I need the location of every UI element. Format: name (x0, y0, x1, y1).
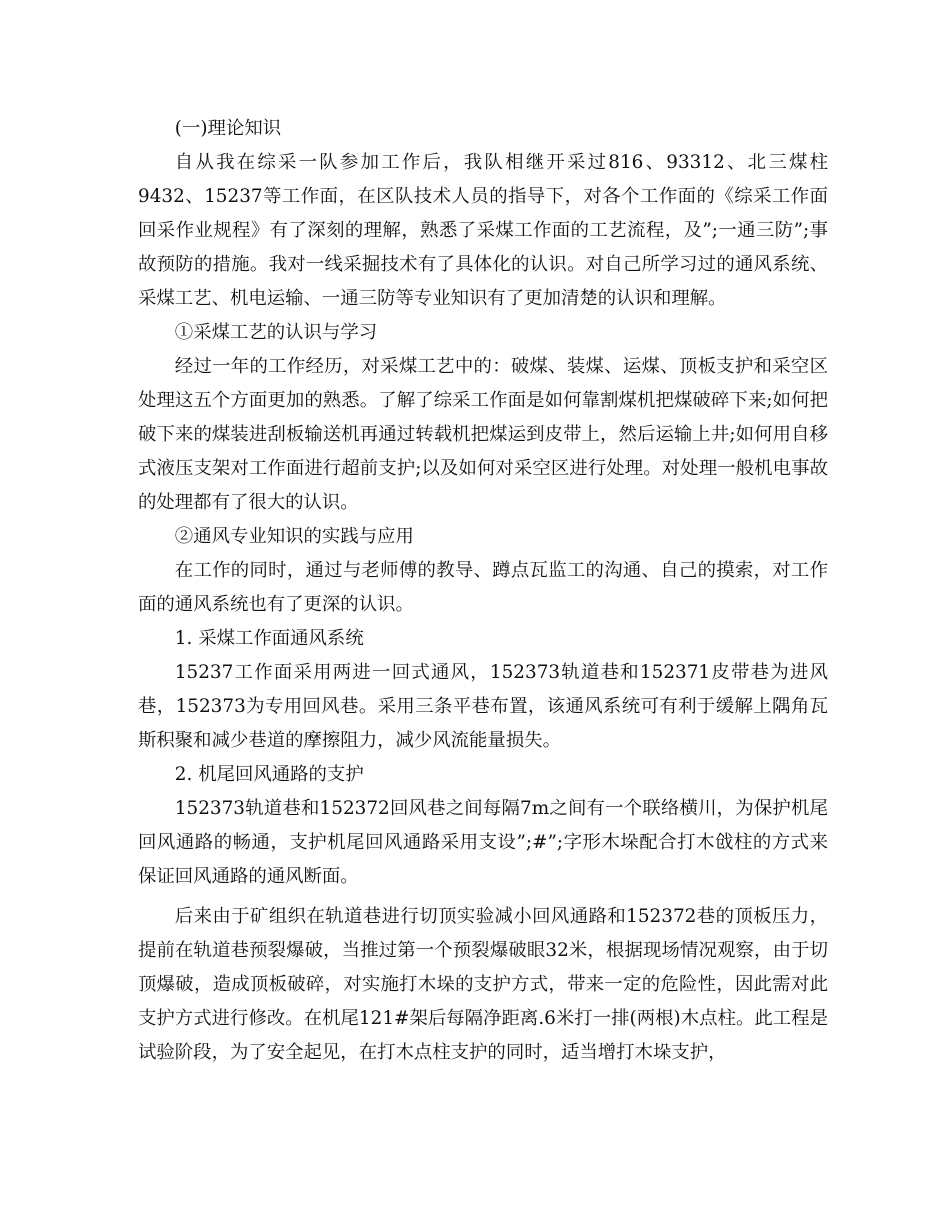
paragraph-ventilation-system: 15237工作面采用两进一回式通风，152373轨道巷和152371皮带巷为进风巷，152373为专用回风巷。采用三条平巷布置，该通风系统可有利于缓解上隅角瓦斯积聚和减少巷道的摩擦阻力，减少风流能量损失。 (138, 662, 828, 751)
paragraph-tail-support: 152373轨道巷和152372回风巷之间每隔7m之间有一个联络横川，为保护机尾回风通路的畅通，支护机尾回风通路采用支设”;#”;字形木垛配合打木戗柱的方式来保证回风通路的通风断面。 (138, 798, 828, 887)
paragraph-roof-cutting: 后来由于矿组织在轨道巷进行切顶实验减小回风通路和152372巷的顶板压力，提前在轨道巷预裂爆破，当推过第一个预裂爆破眼32米，根据现场情况观察，由于切顶爆破，造成顶板破碎，对实施打木垛的支护方式，带来一定的危险性，因此需对此支护方式进行修改。在机尾121#架后每隔净距离.6米打一排(两根)木点柱。此工程是试验阶段，为了安全起见，在打木点柱支护的同时，适当增打木垛支护， (138, 906, 828, 1063)
document-body (138, 112, 828, 1070)
subheading-ventilation-system: 1. 采煤工作面通风系统 (174, 628, 364, 649)
paragraph-mining-process: 经过一年的工作经历，对采煤工艺中的：破煤、装煤、运煤、顶板支护和采空区处理这五个方面更加的熟悉。了解了综采工作面是如何靠割煤机把煤破碎下来;如何把破下来的煤装进刮板输送机再通过转载机把煤运到皮带上，然后运输上井;如何用自移式液压支架对工作面进行超前支护;以及如何对采空区进行处理。对处理一般机电事故的处理都有了很大的认识。 (138, 356, 828, 513)
section-heading-theory: (一)理论知识 (174, 118, 282, 139)
subheading-mining-process: ①采煤工艺的认识与学习 (174, 322, 378, 343)
paragraph-ventilation: 在工作的同时，通过与老师傅的教导、蹲点瓦监工的沟通、自己的摸索，对工作面的通风系统也有了更深的认识。 (138, 560, 828, 615)
subheading-tail-support: 2. 机尾回风通路的支护 (174, 764, 364, 785)
subheading-ventilation: ②通风专业知识的实践与应用 (174, 526, 414, 547)
paragraph-work-experience: 自从我在综采一队参加工作后，我队相继开采过816、93312、北三煤柱9432、15237等工作面，在区队技术人员的指导下，对各个工作面的《综采工作面回采作业规程》有了深刻的理解，熟悉了采煤工作面的工艺流程，及”;一通三防”;事故预防的措施。我对一线采掘技术有了具体化的认识。对自己所学习过的通风系统、采煤工艺、机电运输、一通三防等专业知识有了更加清楚的认识和理解。 (138, 152, 828, 309)
